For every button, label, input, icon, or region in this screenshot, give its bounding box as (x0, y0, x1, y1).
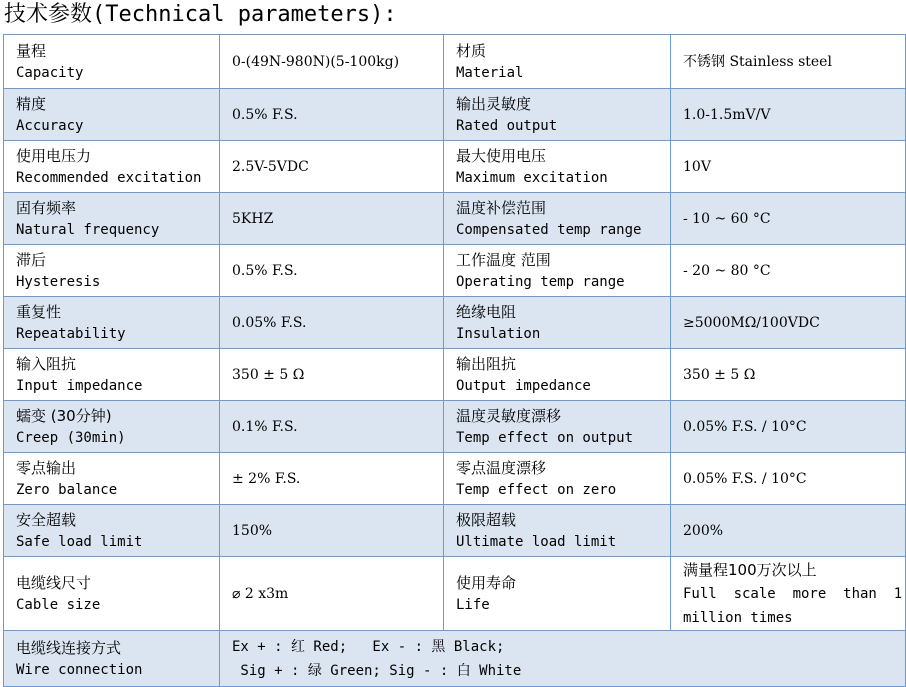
param-label-cell (444, 297, 671, 349)
param-value-cell (671, 193, 906, 245)
param-label-en: Recommended excitation (16, 169, 202, 186)
param-label-cell (4, 35, 220, 89)
param-label-cell (444, 453, 671, 505)
param-label-zh: 零点温度漂移 (456, 458, 547, 477)
param-label-en: Input impedance (16, 377, 143, 394)
param-label-zh: 材质 (456, 41, 487, 60)
param-label-en: Accuracy (16, 117, 84, 134)
param-value: 0.1% F.S. (232, 418, 298, 435)
param-value-cell (220, 35, 444, 89)
param-value-cell (671, 245, 906, 297)
param-label-zh: 使用寿命 (456, 573, 517, 592)
param-label-cell (4, 89, 220, 141)
param-label-zh: 蠕变 (30分钟) (16, 406, 112, 425)
param-label-en: Operating temp range (456, 273, 625, 290)
param-value-cell (671, 453, 906, 505)
param-label-cell (444, 349, 671, 401)
param-label-zh: 滞后 (16, 250, 47, 269)
param-label-zh: 绝缘电阻 (456, 302, 517, 321)
param-label-en: Ultimate load limit (456, 533, 617, 550)
param-label-en: Insulation (456, 325, 541, 342)
param-value: 200% (683, 522, 724, 539)
param-label-cell (444, 505, 671, 557)
param-label-en: Maximum excitation (456, 169, 608, 186)
param-label-cell (444, 89, 671, 141)
param-label-cell (4, 193, 220, 245)
table-row (4, 453, 906, 505)
life-value-zh: 满量程100万次以上 (683, 560, 817, 579)
param-value: 5KHZ (232, 210, 274, 227)
param-label-zh: 极限超载 (456, 510, 517, 529)
param-value-cell (671, 349, 906, 401)
param-value: 0.5% F.S. (232, 262, 298, 279)
param-value: ≥5000MΩ/100VDC (683, 314, 820, 331)
table-row (4, 505, 906, 557)
param-label-zh: 输出灵敏度 (456, 94, 532, 113)
param-value: 150% (232, 522, 273, 539)
table-row (4, 193, 906, 245)
param-label-cell (4, 245, 220, 297)
param-value-cell (220, 401, 444, 453)
param-label-cell (4, 453, 220, 505)
param-label-cell (4, 401, 220, 453)
table-row (4, 401, 906, 453)
param-label-zh: 输入阻抗 (16, 354, 77, 373)
param-value: 2.5V-5VDC (232, 158, 309, 175)
param-label-en: Output impedance (456, 377, 591, 394)
page-title: 技术参数(Technical parameters): (4, 2, 397, 27)
param-label-en: Creep (30min) (16, 429, 126, 446)
param-label-en: Safe load limit (16, 533, 143, 550)
param-value: - 10 ~ 60 °C (683, 210, 771, 227)
param-label-zh: 安全超载 (16, 510, 77, 529)
param-label-zh: 量程 (16, 41, 47, 60)
param-value: ⌀ 2 x3m (232, 585, 289, 602)
param-value: 不锈钢 Stainless steel (683, 53, 832, 70)
param-value: 0.05% F.S. (232, 314, 307, 331)
param-value-cell (220, 245, 444, 297)
param-label-en: Zero balance (16, 481, 118, 498)
param-label-zh: 零点输出 (16, 458, 77, 477)
param-value-cell (671, 89, 906, 141)
param-label-cell (444, 557, 671, 631)
param-value: 0.5% F.S. (232, 106, 298, 123)
table-row (4, 245, 906, 297)
param-value-cell (220, 349, 444, 401)
param-label-cell (4, 141, 220, 193)
param-label-zh: 使用电压力 (16, 146, 92, 165)
param-label-zh: 温度补偿范围 (456, 198, 547, 217)
param-label-cell (444, 193, 671, 245)
param-label-cell (4, 297, 220, 349)
param-label-zh: 最大使用电压 (456, 146, 547, 165)
param-value: 1.0-1.5mV/V (683, 106, 771, 123)
param-value: 0-(49N-980N)(5-100kg) (232, 53, 400, 70)
param-label-en: Temp effect on zero (456, 481, 617, 498)
param-label-zh: 电缆线尺寸 (16, 573, 92, 592)
param-label-zh: 固有频率 (16, 198, 77, 217)
param-value: 350 ± 5 Ω (232, 366, 305, 383)
param-value-cell (220, 557, 444, 631)
param-value-cell (671, 557, 906, 631)
param-value-cell (671, 505, 906, 557)
table-row (4, 557, 906, 631)
param-label-cell (444, 245, 671, 297)
param-value: - 20 ~ 80 °C (683, 262, 771, 279)
param-value: ± 2% F.S. (232, 470, 301, 487)
param-label-cell (444, 35, 671, 89)
param-value: 0.05% F.S. / 10°C (683, 470, 807, 487)
param-label-en: Material (456, 64, 524, 81)
param-label-zh: 重复性 (16, 302, 62, 321)
param-label-en: Capacity (16, 64, 84, 81)
param-label-zh: 精度 (16, 94, 47, 113)
param-value-cell (671, 401, 906, 453)
wire-connection-line-1: Ex + : 红 Red; Ex - : 黑 Black; (232, 638, 505, 655)
param-label-cell (444, 141, 671, 193)
param-label-en: Cable size (16, 596, 101, 613)
table-row (4, 35, 906, 89)
param-value-cell (220, 453, 444, 505)
param-value: 10V (683, 158, 711, 175)
param-value-cell (220, 297, 444, 349)
param-label-en: Rated output (456, 117, 558, 134)
table-row (4, 141, 906, 193)
param-label-cell (4, 631, 220, 687)
param-value-cell (671, 141, 906, 193)
param-label-zh: 温度灵敏度漂移 (456, 406, 562, 425)
param-label-zh: 工作温度 范围 (456, 250, 551, 269)
param-label-en: Hysteresis (16, 273, 101, 290)
param-value-cell (671, 297, 906, 349)
param-label-zh: 电缆线连接方式 (16, 638, 122, 657)
wire-connection-cell (220, 631, 906, 687)
param-label-en: Life (456, 596, 490, 613)
param-label-en: Compensated temp range (456, 221, 642, 238)
param-label-zh: 输出阻抗 (456, 354, 517, 373)
param-value-cell (220, 193, 444, 245)
param-value: 350 ± 5 Ω (683, 366, 756, 383)
param-label-cell (444, 401, 671, 453)
param-value-cell (671, 35, 906, 89)
param-value: 0.05% F.S. / 10°C (683, 418, 807, 435)
technical-parameters-table (3, 34, 906, 687)
param-label-en: Repeatability (16, 325, 126, 342)
life-value-en-2: million times (683, 609, 793, 626)
param-value-cell (220, 141, 444, 193)
param-label-cell (4, 505, 220, 557)
table-row (4, 297, 906, 349)
param-label-en: Wire connection (16, 661, 143, 678)
table-row (4, 631, 906, 687)
param-value-cell (220, 89, 444, 141)
param-label-cell (4, 557, 220, 631)
life-value-en-1: Full scale more than 1 (683, 585, 903, 602)
param-value-cell (220, 505, 444, 557)
table-row (4, 89, 906, 141)
param-label-en: Natural frequency (16, 221, 160, 238)
wire-connection-line-2: Sig + : 绿 Green; Sig - : 白 White (232, 662, 522, 679)
table-row (4, 349, 906, 401)
param-label-cell (4, 349, 220, 401)
param-label-en: Temp effect on output (456, 429, 634, 446)
